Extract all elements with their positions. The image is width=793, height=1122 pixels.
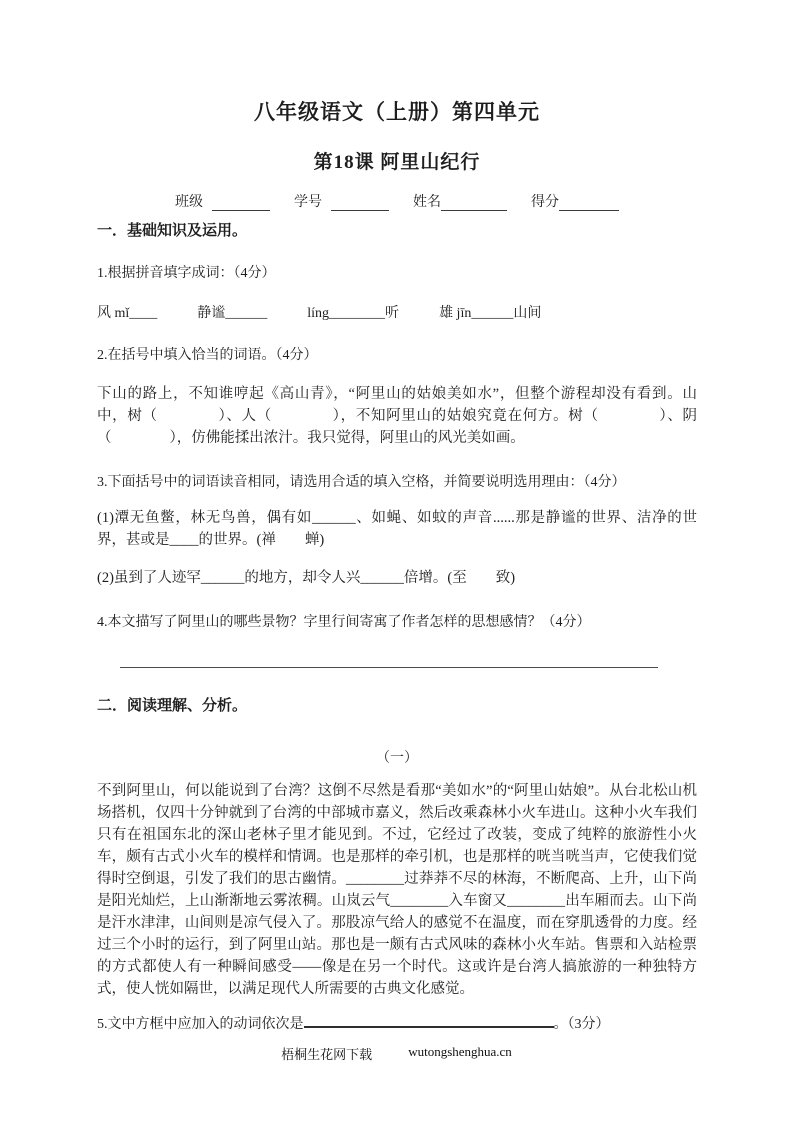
question3-part2: (2)虽到了人迹罕______的地方，却令人兴______倍增。(至 致) (97, 570, 516, 586)
footer-site-url: wutongshenghua.cn (408, 1044, 512, 1059)
page-footer (0, 1044, 793, 1063)
name-blank (441, 195, 507, 211)
passage-marker: （一） (376, 751, 418, 766)
question5-prefix: 5.文中方框中应加入的动词依次是 (97, 1017, 304, 1032)
question2-passage: 下山的路上，不知谁哼起《高山青》，“阿里山的姑娘美如水”，但整个游程却没有看到。山中，树（ ）、人（ ），不知阿里山的姑娘究竟在何方。树（ ）、阴（ ），仿佛能揉出浓汁。我只觉得，阿里山的风光美如画。 (97, 386, 697, 446)
question1-prompt: 1.根据拼音填字成词：（4分） (97, 266, 276, 281)
lesson-subtitle: 第18课 阿里山纪行 (313, 152, 481, 173)
section1-heading: 一．基础知识及运用。 (97, 223, 248, 239)
score-field (531, 191, 619, 211)
section2-heading: 二．阅读理解、分析。 (97, 698, 248, 714)
name-field (413, 191, 507, 211)
class-field (175, 191, 270, 211)
pinyin-item-jingmi: 静谧______ (197, 306, 268, 321)
class-blank (212, 195, 270, 211)
student-no-blank (331, 195, 389, 211)
pinyin-item-fengmi: 风 mǐ____ (97, 306, 158, 321)
student-info-line (97, 191, 697, 211)
question1-items (97, 302, 697, 322)
question4-prompt: 4.本文描写了阿里山的哪些景物？字里行间寄寓了作者怎样的思想感情？（4分） (97, 615, 591, 630)
question5-answer-blank (304, 1014, 554, 1028)
score-blank (559, 195, 619, 211)
question3-prompt: 3.下面括号中的词语读音相同，请选用合适的填入空格，并简要说明选用理由：（4分） (97, 475, 626, 490)
question2-prompt: 2.在括号中填入恰当的词语。（4分） (97, 348, 318, 363)
class-label: 班级 (175, 195, 203, 210)
student-no-field (294, 191, 389, 211)
page-content (97, 0, 697, 1033)
footer-site-name: 梧桐生花网下载 (281, 1047, 373, 1062)
question4-answer-line (120, 667, 658, 668)
question3-part1: (1)潭无鱼鳖，林无鸟兽，偶有如______、如蝇、如蚊的声音......那是静谧的世界、洁净的世界，甚或是____的世界。(禅 蝉) (97, 510, 697, 548)
pinyin-item-lingting: líng________听 (307, 306, 400, 321)
pinyin-item-xiongjin: 雄 jīn______山间 (439, 306, 542, 321)
question5-prompt (97, 1013, 697, 1033)
page-title: 八年级语文（上册）第四单元 (254, 100, 540, 124)
score-label: 得分 (531, 195, 559, 210)
question5-suffix: 。（3分） (553, 1017, 610, 1032)
reading-passage: 不到阿里山，何以能说到了台湾？这倒不尽然是看那“美如水”的“阿里山姑娘”。从台北松山机场搭机，仅四十分钟就到了台湾的中部城市嘉义，然后改乘森林小火车进山。这种小火车我们只有在祖国东北的深山老林子里才能见到。不过，它经过了改装，变成了纯粹的旅游性小火车，颇有古式小火车的模样和情调。也是那样的牵引机，也是那样的咣当咣当声，它使我们觉得时空倒退，引发了我们的思古幽情。________过莽莽不尽的林海，不断爬高、上升，山下尚是阳光灿烂，上山渐渐地云雾浓稠。山岚云气________入车窗又________出车厢而去。山下尚是汗水津津，山间则是凉气侵入了。那股凉气给人的感觉不在温度，而在穿肌透骨的力度。经过三个小时的运行，到了阿里山站。那也是一颇有古式风味的森林小火车站。售票和入站检票的方式都使人有一种瞬间感受——像是在另一个时代。这或许是台湾人搞旅游的一种独特方式，使人恍如隔世，以满足现代人所需要的古典文化感觉。 (97, 783, 697, 997)
student-no-label: 学号 (294, 195, 322, 210)
name-label: 姓名 (413, 195, 441, 210)
